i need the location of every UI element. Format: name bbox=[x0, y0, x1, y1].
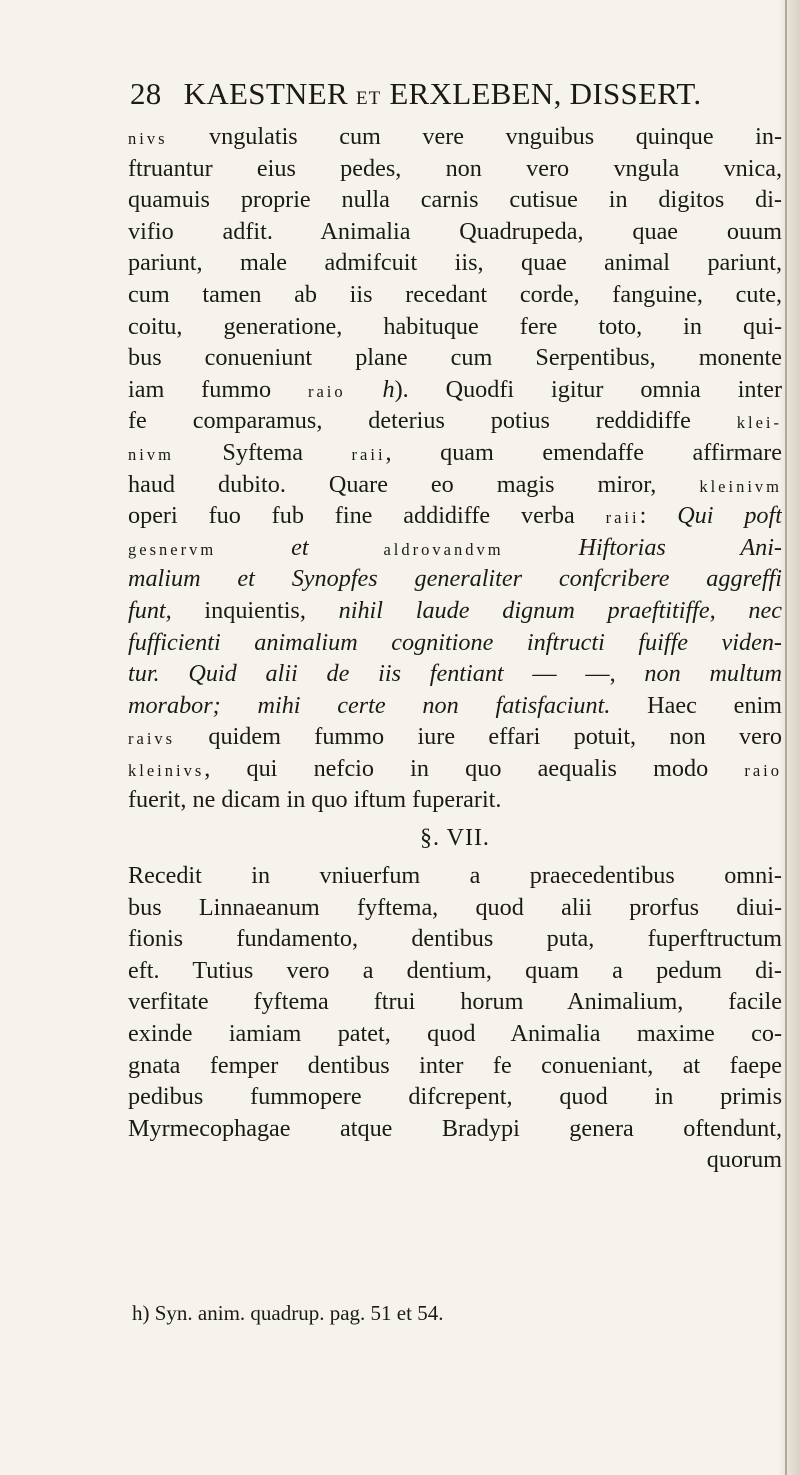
text-segment: fuerit, ne dicam in quo iftum fuperarit. bbox=[128, 786, 502, 814]
text-segment: quidem fummo iure effari potuit, non vero bbox=[175, 723, 782, 751]
text-segment: raii bbox=[351, 444, 386, 464]
text-segment: nivm bbox=[128, 444, 174, 464]
footnote-text: Syn. anim. quadrup. pag. 51 et 54. bbox=[149, 1301, 444, 1325]
text-line bbox=[128, 279, 782, 311]
text-line bbox=[128, 153, 782, 185]
text-line: pedibus fummopere difcrepent, quod in primis bbox=[128, 1083, 782, 1111]
page-number: 28 bbox=[130, 76, 162, 111]
text-segment: iam fummo bbox=[128, 375, 308, 403]
text-segment: raivs bbox=[128, 729, 176, 749]
text-line: eft. Tutius vero a dentium, quam a pedum di- bbox=[128, 956, 782, 984]
text-segment: , quam emendaffe affirmare bbox=[385, 438, 782, 466]
text-segment: pariunt, male admifcuit iis, quae animal pariunt, bbox=[128, 249, 782, 277]
text-line bbox=[128, 121, 782, 153]
text-segment: operi fuo fub fine addidiffe verba bbox=[128, 502, 606, 530]
text-line: Recedit in vniuerfum a praecedentibus omni- bbox=[128, 862, 782, 890]
text-segment: gesnervm bbox=[128, 539, 217, 559]
text-segment: fufficienti animalium cognitione inftructi fuiffe viden- bbox=[128, 628, 782, 656]
text-line bbox=[128, 184, 782, 216]
text-line: Myrmecophagae atque Bradypi genera oftendunt, bbox=[128, 1114, 782, 1142]
text-segment: : bbox=[639, 502, 678, 530]
text-line bbox=[128, 342, 782, 374]
text-segment: aldrovandvm bbox=[383, 539, 504, 559]
text-line bbox=[128, 216, 782, 248]
text-line bbox=[128, 500, 782, 532]
text-segment: klei- bbox=[736, 413, 782, 433]
text-line: fionis fundamento, dentibus puta, fuperftructum bbox=[128, 925, 782, 953]
text-line: verfitate fyftema ftrui horum Animalium, facile bbox=[128, 988, 782, 1016]
text-segment: Qui poft bbox=[677, 502, 782, 530]
text-line bbox=[128, 374, 782, 406]
text-segment: ftruantur eius pedes, non vero vngula vnica, bbox=[128, 154, 782, 182]
section-heading: §. VII. bbox=[420, 825, 490, 852]
text-line bbox=[128, 690, 782, 722]
text-segment: fe comparamus, deterius potius reddidiffe bbox=[128, 407, 737, 435]
text-segment: et bbox=[216, 533, 384, 561]
text-line bbox=[128, 658, 782, 690]
body-text bbox=[128, 121, 782, 1176]
text-segment: nihil laude dignum praeftitiffe, nec bbox=[338, 596, 782, 624]
text-line bbox=[128, 311, 782, 343]
paragraph-2 bbox=[128, 860, 782, 1144]
text-segment: ). Quodfi igitur omnia inter bbox=[394, 375, 782, 403]
header-author-1: KAESTNER bbox=[183, 76, 348, 111]
text-line: bus Linnaeanum fyftema, quod alii prorfus diui- bbox=[128, 893, 782, 921]
text-segment: Hiftorias Ani- bbox=[503, 533, 782, 561]
catchword: quorum bbox=[706, 1146, 782, 1174]
text-line bbox=[128, 753, 782, 785]
text-line: exinde iamiam patet, quod Animalia maxime co- bbox=[128, 1020, 782, 1048]
text-segment: coitu, generatione, habituque fere toto, in qui- bbox=[128, 312, 782, 340]
text-segment: kleinivm bbox=[699, 476, 782, 496]
text-line bbox=[128, 563, 782, 595]
text-segment: raio bbox=[307, 381, 346, 401]
text-segment: cum tamen ab iis recedant corde, fanguine, cute, bbox=[128, 280, 782, 308]
text-segment: , qui nefcio in quo aequalis modo bbox=[204, 754, 745, 782]
text-segment: tur. Quid alii de iis fentiant bbox=[128, 660, 504, 688]
text-segment: morabor; mihi certe non fatisfaciunt. bbox=[128, 691, 611, 719]
text-line bbox=[128, 627, 782, 659]
page-gutter-line bbox=[785, 0, 787, 1475]
text-segment: malium et Synopfes generaliter confcribere aggreffi bbox=[128, 565, 782, 593]
footnote bbox=[132, 1298, 772, 1328]
footnote-marker: h) bbox=[132, 1301, 150, 1325]
text-segment: vifio adfit. Animalia Quadrupeda, quae ouum bbox=[128, 217, 782, 245]
text-segment: nivs bbox=[128, 129, 168, 148]
running-header bbox=[130, 72, 770, 116]
text-segment: Syftema bbox=[173, 438, 352, 466]
text-line bbox=[128, 405, 782, 437]
text-segment: h bbox=[345, 375, 395, 403]
text-segment: funt, bbox=[128, 596, 172, 624]
text-line bbox=[128, 437, 782, 469]
text-segment: non multum bbox=[644, 660, 782, 688]
text-segment: quamuis proprie nulla carnis cutisue in digitos di- bbox=[128, 186, 782, 214]
text-line: gnata femper dentibus inter fe conueniant, at faepe bbox=[128, 1051, 782, 1079]
header-conjunction: ET bbox=[356, 88, 382, 109]
text-segment: raii bbox=[605, 508, 640, 528]
text-segment: vngulatis cum vere vnguibus quinque in- bbox=[167, 123, 782, 150]
text-segment: inquientis, bbox=[171, 596, 339, 624]
header-author-2: ERXLEBEN, DISSERT. bbox=[389, 76, 702, 111]
text-segment: — —, bbox=[503, 660, 645, 688]
text-line bbox=[128, 721, 782, 753]
text-segment: bus conueniunt plane cum Serpentibus, monente bbox=[128, 344, 782, 372]
text-segment: raio bbox=[744, 760, 782, 780]
text-line bbox=[128, 784, 782, 816]
text-line bbox=[128, 595, 782, 627]
paragraph-1 bbox=[128, 121, 782, 816]
text-line bbox=[128, 469, 782, 501]
text-segment: kleinivs bbox=[128, 760, 205, 780]
text-segment: Haec enim bbox=[610, 691, 782, 719]
text-line bbox=[128, 247, 782, 279]
text-segment: haud dubito. Quare eo magis miror, bbox=[128, 470, 700, 498]
text-line bbox=[128, 532, 782, 564]
